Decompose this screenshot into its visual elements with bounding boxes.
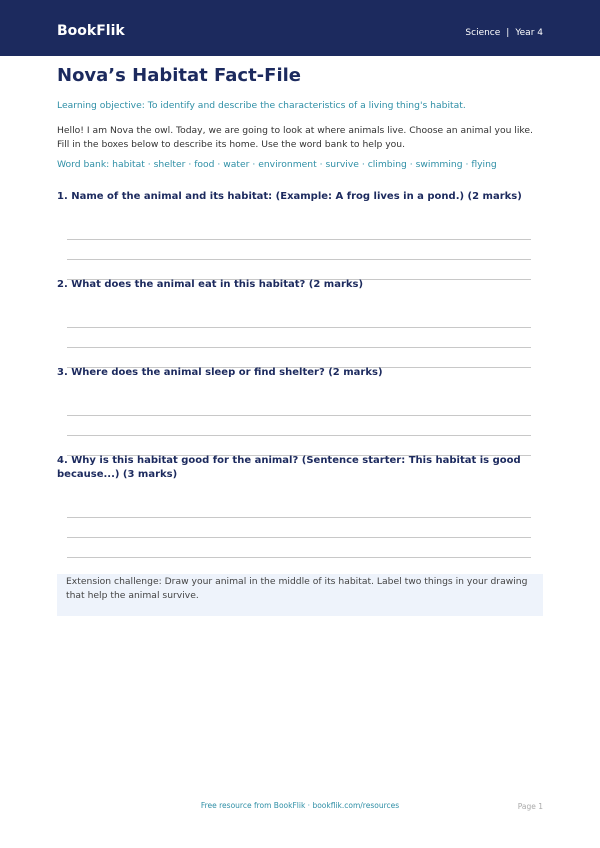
question-2: 2. What does the animal eat in this habitat? (2 marks) bbox=[57, 279, 364, 290]
answer-line[interactable] bbox=[67, 327, 531, 328]
answer-line[interactable] bbox=[67, 435, 531, 436]
answer-line[interactable] bbox=[67, 557, 531, 558]
extension-text: Extension challenge: Draw your animal in the middle of its habitat. Label two things in your drawing that help the animal survive. bbox=[66, 576, 528, 601]
answer-line[interactable] bbox=[67, 239, 531, 240]
header-bar bbox=[0, 0, 600, 56]
separator: | bbox=[506, 28, 510, 38]
footer-text[interactable]: Free resource from BookFlik · bookflik.com/resources bbox=[200, 801, 400, 810]
answer-line[interactable] bbox=[67, 517, 531, 518]
subject-year bbox=[465, 28, 543, 38]
question-3: 3. Where does the animal sleep or find shelter? (2 marks) bbox=[57, 367, 383, 378]
brand-logo[interactable]: BookFlik bbox=[57, 23, 125, 39]
answer-line[interactable] bbox=[67, 259, 531, 260]
learning-objective: Learning objective: To identify and describe the characteristics of a living thing's habitat. bbox=[57, 100, 466, 111]
question-1: 1. Name of the animal and its habitat: (Example: A frog lives in a pond.) (2 marks) bbox=[57, 191, 522, 202]
answer-line[interactable] bbox=[67, 347, 531, 348]
page-number: Page 1 bbox=[517, 802, 543, 811]
answer-line[interactable] bbox=[67, 415, 531, 416]
intro-text: Hello! I am Nova the owl. Today, we are going to look at where animals live. Choose an animal you like. Fill in the boxes below to describe its home. Use the word bank to help you. bbox=[57, 125, 533, 150]
page-title: Nova’s Habitat Fact-File bbox=[57, 65, 301, 86]
word-bank: Word bank: habitat · shelter · food · water · environment · survive · climbing · swimming · flying bbox=[57, 159, 497, 170]
year-label: Year 4 bbox=[515, 28, 543, 38]
subject-label: Science bbox=[465, 28, 501, 38]
question-4: 4. Why is this habitat good for the animal? (Sentence starter: This habitat is good because...) (3 marks) bbox=[57, 455, 521, 480]
answer-line[interactable] bbox=[67, 537, 531, 538]
extension-box bbox=[57, 574, 543, 616]
